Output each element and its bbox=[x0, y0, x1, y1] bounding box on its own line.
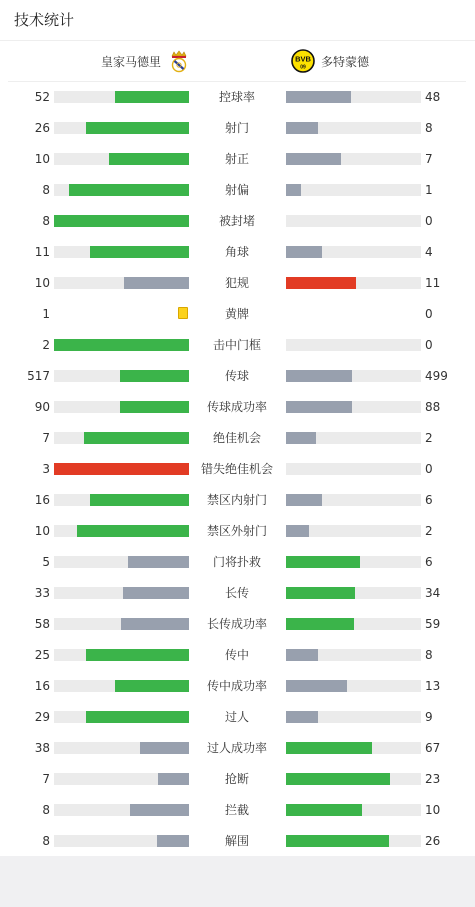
home-value: 33 bbox=[34, 586, 50, 600]
stat-row bbox=[0, 733, 475, 764]
away-value: 0 bbox=[425, 462, 433, 476]
home-bar bbox=[128, 556, 189, 568]
home-team-header[interactable] bbox=[101, 48, 191, 74]
away-value: 8 bbox=[425, 121, 433, 135]
away-bar-track bbox=[286, 742, 421, 754]
away-bar bbox=[286, 711, 318, 723]
away-bar bbox=[286, 184, 301, 196]
away-value: 2 bbox=[425, 524, 433, 538]
away-value: 7 bbox=[425, 152, 433, 166]
stat-label: 长传 bbox=[224, 586, 249, 600]
home-value: 38 bbox=[34, 741, 50, 755]
home-bar-track bbox=[54, 184, 189, 196]
home-value: 8 bbox=[42, 183, 50, 197]
away-bar-track bbox=[286, 401, 421, 413]
home-bar-track bbox=[54, 587, 189, 599]
away-value: 67 bbox=[425, 741, 441, 755]
home-bar-track bbox=[54, 711, 189, 723]
stat-label: 控球率 bbox=[218, 90, 255, 104]
stat-row bbox=[0, 175, 475, 206]
stat-row bbox=[0, 268, 475, 299]
home-bar bbox=[120, 370, 189, 382]
home-bar-track bbox=[54, 153, 189, 165]
stat-label: 长传成功率 bbox=[206, 617, 267, 631]
svg-text:BVB: BVB bbox=[295, 54, 311, 64]
away-value: 2 bbox=[425, 431, 433, 445]
away-bar-track bbox=[286, 215, 421, 227]
home-value: 5 bbox=[42, 555, 50, 569]
stat-label: 禁区外射门 bbox=[206, 524, 267, 538]
home-value: 10 bbox=[34, 152, 50, 166]
stat-row bbox=[0, 237, 475, 268]
away-value: 8 bbox=[425, 648, 433, 662]
away-bar bbox=[286, 91, 351, 103]
home-value: 11 bbox=[34, 245, 50, 259]
stat-label: 绝佳机会 bbox=[212, 431, 261, 445]
home-bar-track bbox=[54, 494, 189, 506]
home-value: 16 bbox=[34, 679, 50, 693]
home-value: 7 bbox=[42, 772, 50, 786]
away-bar-track bbox=[286, 432, 421, 444]
stat-label: 被封堵 bbox=[218, 214, 255, 228]
home-value: 58 bbox=[34, 617, 50, 631]
away-value: 23 bbox=[425, 772, 441, 786]
stat-label: 过人 bbox=[224, 710, 249, 724]
away-bar-track bbox=[286, 711, 421, 723]
stat-label: 禁区内射门 bbox=[206, 493, 267, 507]
home-value: 8 bbox=[42, 834, 50, 848]
stat-label: 错失绝佳机会 bbox=[200, 462, 273, 476]
home-value: 517 bbox=[27, 369, 50, 383]
home-bar bbox=[84, 432, 189, 444]
home-bar bbox=[86, 649, 189, 661]
away-value: 11 bbox=[425, 276, 441, 290]
stat-row bbox=[0, 299, 475, 330]
svg-text:09: 09 bbox=[300, 64, 306, 71]
away-value: 6 bbox=[425, 493, 433, 507]
stat-label: 解围 bbox=[224, 834, 249, 848]
stat-row bbox=[0, 547, 475, 578]
home-bar-track bbox=[54, 215, 189, 227]
home-bar bbox=[140, 742, 189, 754]
stat-row bbox=[0, 609, 475, 640]
stat-row bbox=[0, 640, 475, 671]
stat-row bbox=[0, 485, 475, 516]
home-bar bbox=[77, 525, 189, 537]
home-bar bbox=[86, 122, 189, 134]
away-bar-track bbox=[286, 494, 421, 506]
home-bar bbox=[90, 494, 189, 506]
stat-row bbox=[0, 764, 475, 795]
away-bar bbox=[286, 773, 390, 785]
away-bar-track bbox=[286, 122, 421, 134]
home-value: 8 bbox=[42, 803, 50, 817]
home-value: 2 bbox=[42, 338, 50, 352]
away-bar-track bbox=[286, 525, 421, 537]
away-value: 0 bbox=[425, 338, 433, 352]
stat-label: 门将扑救 bbox=[212, 555, 261, 569]
home-bar-track bbox=[54, 277, 189, 289]
home-bar bbox=[115, 680, 189, 692]
away-bar-track bbox=[286, 370, 421, 382]
stat-label: 传中成功率 bbox=[206, 679, 267, 693]
home-bar bbox=[120, 401, 189, 413]
home-value: 8 bbox=[42, 214, 50, 228]
home-value: 29 bbox=[34, 710, 50, 724]
stat-row bbox=[0, 702, 475, 733]
away-value: 499 bbox=[425, 369, 448, 383]
away-bar-track bbox=[286, 773, 421, 785]
away-bar-track bbox=[286, 277, 421, 289]
away-bar bbox=[286, 401, 352, 413]
home-bar-track bbox=[54, 556, 189, 568]
home-bar-track bbox=[54, 804, 189, 816]
away-bar-track bbox=[286, 618, 421, 630]
stat-label: 击中门框 bbox=[212, 338, 261, 352]
home-value: 7 bbox=[42, 431, 50, 445]
stat-label: 过人成功率 bbox=[206, 741, 267, 755]
away-bar-track bbox=[286, 835, 421, 847]
home-bar-track bbox=[54, 618, 189, 630]
stats-list bbox=[0, 82, 475, 857]
stat-row bbox=[0, 795, 475, 826]
stat-row bbox=[0, 671, 475, 702]
away-bar-track bbox=[286, 463, 421, 475]
stat-label: 黄牌 bbox=[224, 307, 249, 321]
stat-label: 犯规 bbox=[224, 276, 249, 290]
home-bar-track bbox=[54, 339, 189, 351]
home-value: 90 bbox=[34, 400, 50, 414]
home-bar-track bbox=[54, 401, 189, 413]
stat-row bbox=[0, 454, 475, 485]
home-value: 10 bbox=[34, 524, 50, 538]
page-title: 技术统计 bbox=[14, 11, 75, 29]
home-value: 3 bbox=[42, 462, 50, 476]
stat-row bbox=[0, 144, 475, 175]
away-bar-track bbox=[286, 556, 421, 568]
home-bar bbox=[157, 835, 189, 847]
away-value: 48 bbox=[425, 90, 441, 104]
home-bar-track bbox=[54, 680, 189, 692]
home-bar-track bbox=[54, 835, 189, 847]
away-bar-track bbox=[286, 246, 421, 258]
stat-row bbox=[0, 113, 475, 144]
away-bar-track bbox=[286, 680, 421, 692]
stat-label: 射正 bbox=[224, 152, 249, 166]
home-value: 26 bbox=[34, 121, 50, 135]
stat-label: 角球 bbox=[224, 245, 249, 259]
stat-row bbox=[0, 206, 475, 237]
stat-label: 传球成功率 bbox=[206, 400, 267, 414]
home-value: 25 bbox=[34, 648, 50, 662]
stat-row bbox=[0, 578, 475, 609]
home-bar bbox=[109, 153, 189, 165]
home-bar bbox=[130, 804, 189, 816]
real-madrid-crest-icon bbox=[167, 49, 191, 73]
home-bar-track bbox=[54, 432, 189, 444]
away-value: 59 bbox=[425, 617, 441, 631]
away-bar bbox=[286, 835, 389, 847]
yellow-card-icon bbox=[178, 307, 188, 319]
away-bar bbox=[286, 525, 309, 537]
home-bar-track bbox=[54, 122, 189, 134]
away-bar bbox=[286, 122, 318, 134]
away-value: 4 bbox=[425, 245, 433, 259]
stat-label: 射门 bbox=[224, 121, 249, 135]
away-value: 26 bbox=[425, 834, 441, 848]
stat-label: 射偏 bbox=[224, 183, 249, 197]
away-team-header[interactable] bbox=[291, 48, 369, 74]
away-bar bbox=[286, 680, 347, 692]
away-bar bbox=[286, 246, 322, 258]
away-bar bbox=[286, 804, 362, 816]
away-value: 34 bbox=[425, 586, 441, 600]
away-bar-track bbox=[286, 184, 421, 196]
away-team-name: 多特蒙德 bbox=[321, 54, 370, 69]
home-bar bbox=[90, 246, 189, 258]
stat-row bbox=[0, 423, 475, 454]
stat-row bbox=[0, 826, 475, 857]
home-bar-track bbox=[54, 370, 189, 382]
home-value: 52 bbox=[34, 90, 50, 104]
away-bar-track bbox=[286, 153, 421, 165]
stat-row bbox=[0, 82, 475, 113]
home-bar bbox=[115, 91, 189, 103]
stat-label: 传球 bbox=[224, 369, 249, 383]
home-team-name: 皇家马德里 bbox=[101, 54, 162, 69]
home-bar-track bbox=[54, 773, 189, 785]
home-bar bbox=[54, 215, 189, 227]
away-bar-track bbox=[286, 649, 421, 661]
home-bar-track bbox=[54, 463, 189, 475]
stat-row bbox=[0, 392, 475, 423]
away-bar-track bbox=[286, 91, 421, 103]
home-bar bbox=[124, 277, 189, 289]
stat-row bbox=[0, 516, 475, 547]
home-bar bbox=[158, 773, 189, 785]
home-bar bbox=[121, 618, 189, 630]
home-bar bbox=[54, 463, 189, 475]
home-value: 10 bbox=[34, 276, 50, 290]
home-bar-track bbox=[54, 246, 189, 258]
home-value: 1 bbox=[42, 307, 50, 321]
away-bar bbox=[286, 649, 318, 661]
stat-label: 拦截 bbox=[224, 803, 249, 817]
stat-row bbox=[0, 361, 475, 392]
away-value: 88 bbox=[425, 400, 441, 414]
home-bar-track bbox=[54, 91, 189, 103]
stat-label: 传中 bbox=[224, 648, 249, 662]
away-value: 13 bbox=[425, 679, 441, 693]
away-value: 10 bbox=[425, 803, 441, 817]
away-bar bbox=[286, 370, 352, 382]
home-bar-track bbox=[54, 649, 189, 661]
home-bar bbox=[123, 587, 189, 599]
home-bar bbox=[86, 711, 189, 723]
home-bar bbox=[69, 184, 189, 196]
borussia-dortmund-crest-icon bbox=[291, 49, 315, 73]
away-bar bbox=[286, 494, 322, 506]
away-bar-track bbox=[286, 804, 421, 816]
away-value: 9 bbox=[425, 710, 433, 724]
divider bbox=[0, 40, 475, 41]
away-bar bbox=[286, 587, 355, 599]
away-value: 0 bbox=[425, 214, 433, 228]
home-bar bbox=[54, 339, 189, 351]
away-bar-track bbox=[286, 587, 421, 599]
home-bar-track bbox=[54, 742, 189, 754]
away-bar bbox=[286, 618, 354, 630]
home-value: 16 bbox=[34, 493, 50, 507]
away-bar bbox=[286, 277, 356, 289]
stat-row bbox=[0, 330, 475, 361]
away-bar bbox=[286, 556, 360, 568]
away-bar bbox=[286, 742, 372, 754]
away-value: 1 bbox=[425, 183, 433, 197]
away-bar bbox=[286, 153, 341, 165]
away-bar-track bbox=[286, 339, 421, 351]
stat-label: 抢断 bbox=[224, 772, 249, 786]
away-value: 0 bbox=[425, 307, 433, 321]
home-bar-track bbox=[54, 525, 189, 537]
away-value: 6 bbox=[425, 555, 433, 569]
away-bar bbox=[286, 432, 316, 444]
